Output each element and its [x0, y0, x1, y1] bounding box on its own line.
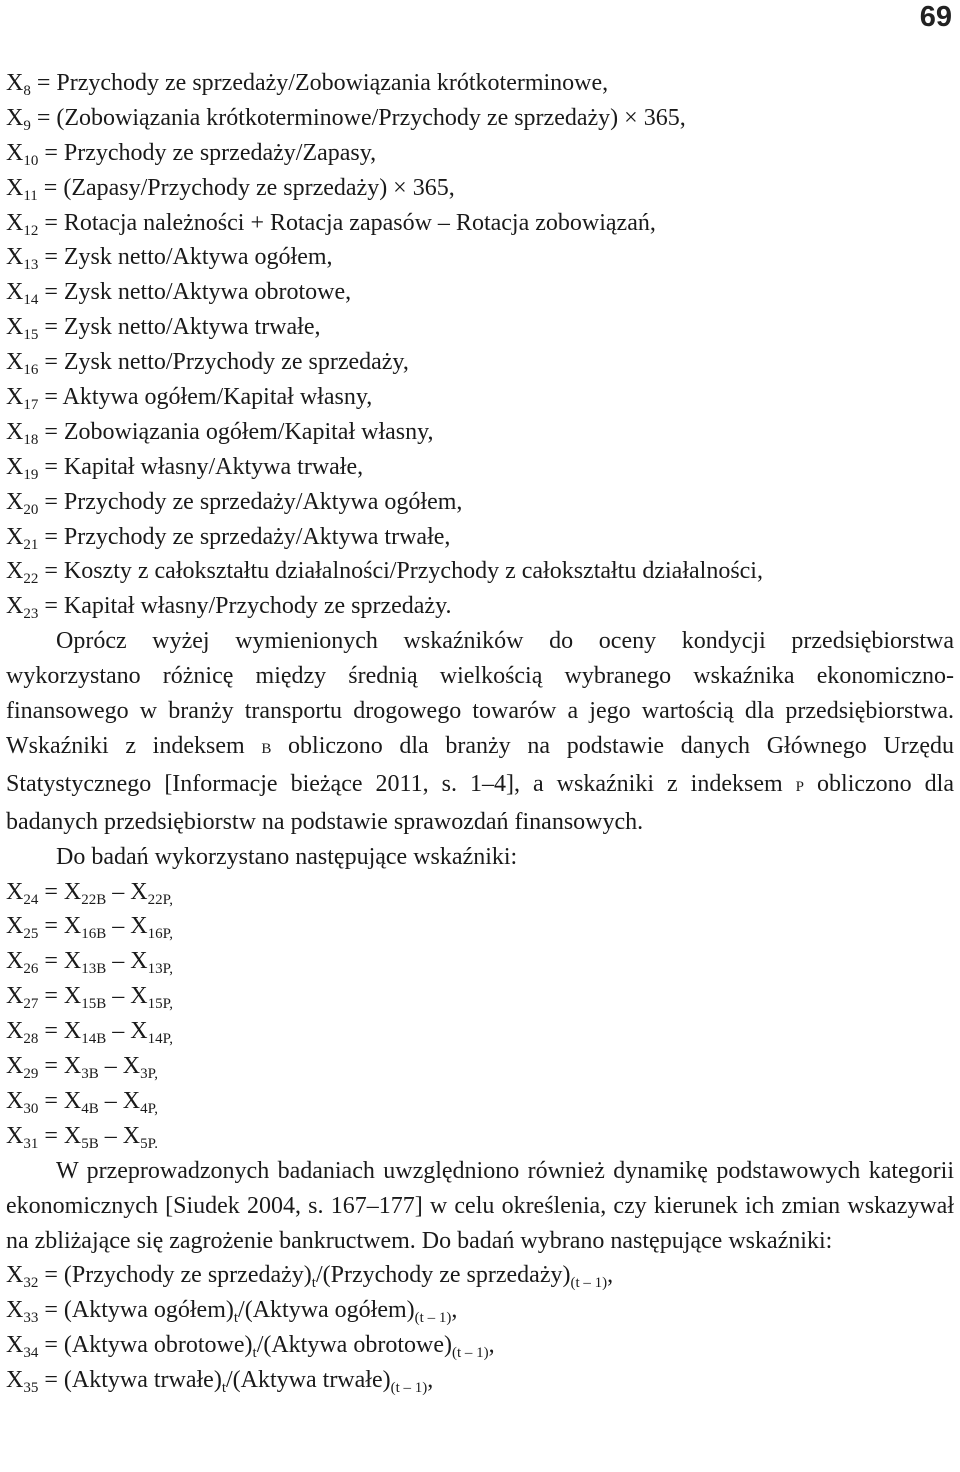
formula-line: [6, 240, 954, 275]
formula-text: = Kapitał własny/Przychody ze sprzedaży.: [38, 593, 452, 620]
formula-line: [6, 345, 954, 380]
variable-index: 35: [23, 1380, 39, 1397]
punctuation: ,: [427, 1367, 434, 1394]
formula-line: [6, 310, 954, 345]
period-index: (t – 1): [390, 1380, 428, 1397]
variable-x: X: [6, 948, 24, 975]
variable-index: 3B: [81, 1066, 99, 1083]
page-content: [6, 66, 954, 1398]
variable-x: X: [6, 279, 24, 306]
paragraph-intro-ratios: Do badań wykorzystano następujące wskaźniki:: [56, 843, 518, 870]
variable-index: 11: [23, 187, 38, 204]
variable-x: X: [6, 418, 24, 445]
period-index: t: [311, 1275, 316, 1292]
variable-index: 13P,: [147, 961, 174, 978]
variable-index: 14B: [81, 1031, 107, 1048]
paragraph-text: obliczono dla branży na podstawie danych Głównego Urzędu Statystycznego [Informacje bieżące 2011, s. 1–4], a wskaźniki z indeksem: [6, 732, 955, 797]
formula-text: /(Aktywa trwałe): [226, 1367, 391, 1394]
formula-text: = Zysk netto/Przychody ze sprzedaży,: [38, 349, 409, 376]
period-index: (t – 1): [451, 1345, 489, 1362]
minus-sign: – X: [106, 1018, 148, 1045]
variable-index: 10: [23, 152, 39, 169]
period-index: t: [252, 1345, 257, 1362]
formula-text: = Zysk netto/Aktywa ogółem,: [38, 244, 333, 271]
variable-x: X: [6, 983, 24, 1010]
variable-index: 33: [23, 1310, 39, 1327]
formula-line: [6, 944, 954, 979]
variable-x: X: [6, 1332, 24, 1359]
variable-index: 13B: [81, 961, 107, 978]
formula-text: (Aktywa ogółem): [63, 1297, 234, 1324]
formula-line: [6, 415, 954, 450]
formula-line: [6, 520, 954, 555]
formula-line: [6, 979, 954, 1014]
variable-index: 3P,: [140, 1066, 159, 1083]
variable-x: X: [6, 523, 24, 550]
variable-x: X: [6, 349, 24, 376]
equals-sign: = X: [38, 1122, 82, 1149]
variable-index: 32: [23, 1275, 39, 1292]
variable-index: 13: [23, 257, 39, 274]
variable-x: X: [6, 244, 24, 271]
variable-index: 22: [23, 571, 39, 588]
formula-text: = Zobowiązania ogółem/Kapitał własny,: [38, 418, 434, 445]
variable-x: X: [6, 1053, 24, 1080]
variable-index: 15B: [81, 996, 107, 1013]
formula-line: [6, 485, 954, 520]
variable-index: 14: [23, 292, 39, 309]
formula-line: [6, 1293, 954, 1328]
variable-index: 25: [23, 926, 39, 943]
variable-index: 16: [23, 362, 39, 379]
variable-index: 23: [23, 606, 39, 623]
formula-text: = Zysk netto/Aktywa obrotowe,: [38, 279, 352, 306]
variable-x: X: [6, 488, 24, 515]
formula-line: [6, 1119, 954, 1154]
formula-text: (Przychody ze sprzedaży): [63, 1262, 312, 1289]
formula-line: [6, 1014, 954, 1049]
variable-index: 28: [23, 1031, 39, 1048]
equals-sign: =: [38, 1262, 64, 1289]
variable-index: 22P,: [147, 891, 174, 908]
formula-line: [6, 554, 954, 589]
variable-index: 8: [23, 83, 31, 99]
equals-sign: = X: [38, 983, 82, 1010]
variable-x: X: [6, 384, 24, 411]
equals-sign: = X: [38, 1018, 82, 1045]
index-b-label: B: [261, 740, 272, 757]
variable-x: X: [6, 139, 24, 166]
variable-index: 18: [23, 431, 39, 448]
equals-sign: = X: [38, 1087, 82, 1114]
formula-line: [6, 1258, 954, 1293]
minus-sign: – X: [106, 913, 148, 940]
variable-x: X: [6, 104, 24, 131]
formula-line: [6, 171, 954, 206]
formula-text: = Zysk netto/Aktywa trwałe,: [38, 314, 321, 341]
formula-line: [6, 1049, 954, 1084]
variable-index: 22B: [81, 891, 107, 908]
page-number: 69: [919, 1, 952, 33]
equals-sign: = X: [38, 948, 82, 975]
formula-line: [6, 275, 954, 310]
variable-x: X: [6, 1087, 24, 1114]
index-p-label: P: [795, 778, 805, 795]
formula-line: [6, 1084, 954, 1119]
variable-x: X: [6, 1367, 24, 1394]
variable-index: 16P,: [147, 926, 174, 943]
formula-list-differences: [6, 875, 954, 1154]
variable-x: X: [6, 1122, 24, 1149]
variable-index: 5B: [81, 1135, 99, 1152]
paragraph-text: Oprócz wyżej wymienionych wskaźników do oceny kondycji przedsiębiorstwa wykorzystano różnicę między średnią wielkością wybranego wskaźnika ekonomiczno-finansowego w branży transportu drogowego towarów a jego wartością dla przedsiębiorstwa. Wskaźniki z indeksem: [6, 628, 954, 759]
variable-index: 34: [23, 1345, 39, 1362]
variable-index: 29: [23, 1066, 39, 1083]
variable-x: X: [6, 314, 24, 341]
formula-line: [6, 206, 954, 241]
formula-line: [6, 875, 954, 910]
equals-sign: =: [38, 1367, 64, 1394]
equals-sign: =: [38, 1332, 64, 1359]
formula-text: = Przychody ze sprzedaży/Zapasy,: [38, 139, 377, 166]
variable-x: X: [6, 593, 24, 620]
variable-index: 31: [23, 1135, 39, 1152]
variable-x: X: [6, 878, 24, 905]
equals-sign: =: [38, 1297, 64, 1324]
variable-index: 24: [23, 891, 39, 908]
formula-line: [6, 66, 954, 101]
punctuation: ,: [488, 1332, 495, 1359]
formula-text: = (Zapasy/Przychody ze sprzedaży) × 365,: [37, 174, 455, 201]
formula-line: [6, 909, 954, 944]
paragraph-text: obliczono dla badanych przedsiębiorstw na podstawie sprawozdań finansowych.: [6, 770, 955, 835]
punctuation: ,: [607, 1262, 614, 1289]
formula-line: [6, 101, 954, 136]
formula-line: [6, 380, 954, 415]
variable-x: X: [6, 70, 24, 96]
punctuation: ,: [451, 1297, 458, 1324]
formula-line: [6, 1363, 954, 1398]
variable-index: 9: [23, 117, 31, 134]
paragraph-difference-ratios: [6, 624, 954, 839]
minus-sign: – X: [106, 948, 148, 975]
variable-index: 15: [23, 327, 39, 344]
formula-line: [6, 589, 954, 624]
variable-index: 26: [23, 961, 39, 978]
formula-list-dynamics: [6, 1258, 954, 1398]
equals-sign: = X: [38, 1053, 82, 1080]
variable-x: X: [6, 453, 24, 480]
variable-index: 30: [23, 1100, 39, 1117]
equals-sign: = X: [38, 913, 82, 940]
formula-text: (Aktywa trwałe): [63, 1367, 222, 1394]
period-index: t: [221, 1380, 226, 1397]
variable-index: 20: [23, 501, 39, 518]
formula-list-ratios: [6, 66, 954, 624]
variable-x: X: [6, 1262, 24, 1289]
paragraph-dynamics: W przeprowadzonych badaniach uwzględniono również dynamikę podstawowych kategorii ekonomicznych [Siudek 2004, s. 167–177] w celu określenia, czy kierunek ich zmian wskazywał na zbliżające się zagrożenie bankructwem. Do badań wybrano następujące wskaźniki:: [6, 1157, 954, 1254]
variable-index: 14P,: [147, 1031, 174, 1048]
formula-text: = Przychody ze sprzedaży/Zobowiązania krótkoterminowe,: [30, 70, 609, 96]
formula-text: = Koszty z całokształtu działalności/Przychody z całokształtu działalności,: [38, 558, 763, 585]
variable-x: X: [6, 209, 24, 236]
variable-index: 4B: [81, 1100, 99, 1117]
formula-line: [6, 450, 954, 485]
formula-text: = Aktywa ogółem/Kapitał własny,: [38, 384, 373, 411]
formula-text: = Przychody ze sprzedaży/Aktywa ogółem,: [38, 488, 463, 515]
period-index: (t – 1): [570, 1275, 608, 1292]
minus-sign: – X: [98, 1053, 141, 1080]
minus-sign: – X: [106, 878, 148, 905]
formula-text: /(Aktywa ogółem): [238, 1297, 415, 1324]
formula-text: = Rotacja należności + Rotacja zapasów – Rotacja zobowiązań,: [38, 209, 656, 236]
variable-x: X: [6, 174, 24, 201]
period-index: t: [233, 1310, 239, 1327]
variable-x: X: [6, 1297, 24, 1324]
variable-index: 17: [23, 397, 39, 414]
formula-text: = Kapitał własny/Aktywa trwałe,: [38, 453, 364, 480]
minus-sign: – X: [106, 983, 148, 1010]
variable-x: X: [6, 913, 24, 940]
formula-text: = (Zobowiązania krótkoterminowe/Przychody ze sprzedaży) × 365,: [30, 104, 686, 131]
variable-index: 19: [23, 466, 39, 483]
variable-index: 15P,: [147, 996, 174, 1013]
formula-text: = Przychody ze sprzedaży/Aktywa trwałe,: [38, 523, 451, 550]
formula-text: (Aktywa obrotowe): [63, 1332, 253, 1359]
formula-text: /(Przychody ze sprzedaży): [315, 1262, 571, 1289]
variable-index: 4P,: [140, 1100, 159, 1117]
variable-index: 27: [23, 996, 39, 1013]
variable-index: 5P.: [140, 1135, 159, 1152]
formula-line: [6, 1328, 954, 1363]
formula-line: [6, 136, 954, 171]
variable-index: 12: [23, 222, 39, 239]
variable-x: X: [6, 1018, 24, 1045]
variable-index: 21: [23, 536, 39, 553]
variable-x: X: [6, 558, 24, 585]
minus-sign: – X: [98, 1122, 141, 1149]
minus-sign: – X: [98, 1087, 141, 1114]
formula-text: /(Aktywa obrotowe): [256, 1332, 452, 1359]
period-index: (t – 1): [414, 1310, 452, 1327]
variable-index: 16B: [81, 926, 107, 943]
equals-sign: = X: [38, 878, 82, 905]
